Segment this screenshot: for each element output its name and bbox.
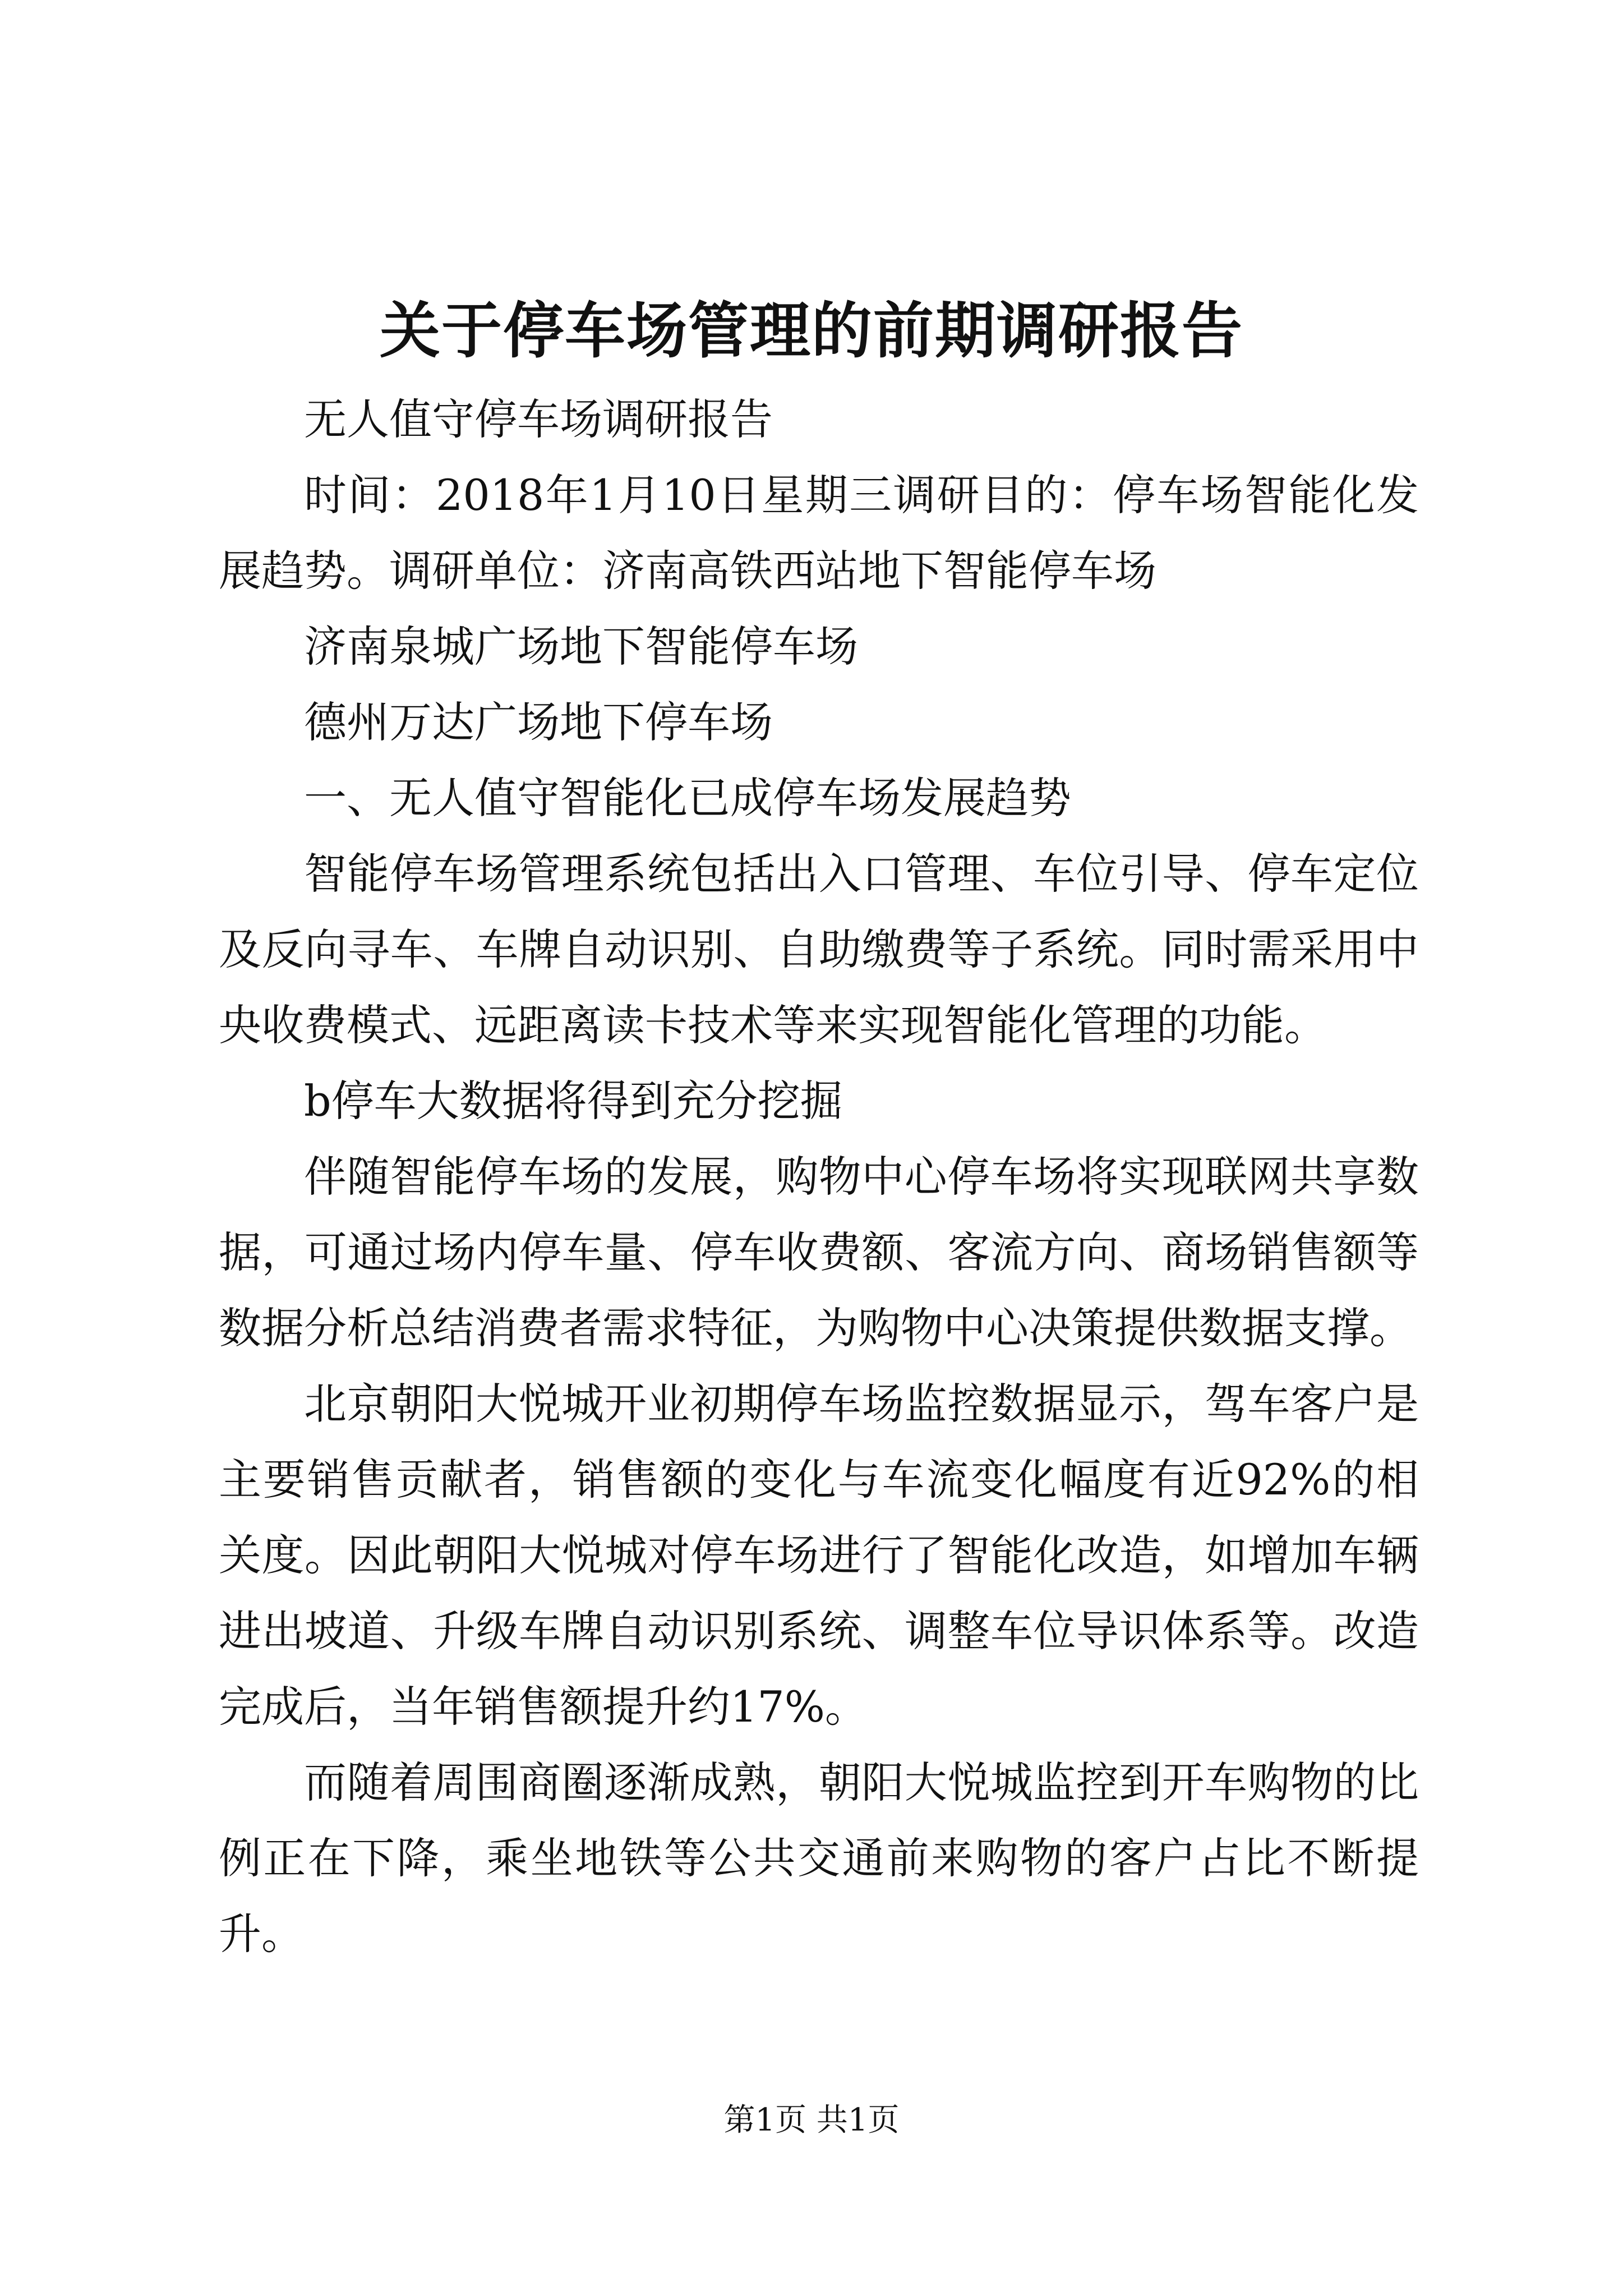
document-body (219, 381, 1419, 1972)
section-heading-2: b停车大数据将得到充分挖掘 (304, 1076, 843, 1126)
page-footer: 第1页 共1页 (723, 2102, 900, 2138)
document-title: 关于停车场管理的前期调研报告 (379, 296, 1243, 366)
paragraph-3: 济南泉城广场地下智能停车场 (304, 622, 858, 671)
paragraph-5: 智能停车场管理系统包括出入口管理、车位引导、停车定位及反向寻车、车牌自动识别、自助缴费等子系统。同时需采用中央收费模式、远距离读卡技术等来实现智能化管理的功能。 (219, 849, 1419, 1050)
paragraph-4: 德州万达广场地下停车场 (304, 697, 773, 747)
paragraph-1: 无人值守停车场调研报告 (304, 394, 773, 444)
paragraph-6: 伴随智能停车场的发展，购物中心停车场将实现联网共享数据，可通过场内停车量、停车收费额、客流方向、商场销售额等数据分析总结消费者需求特征，为购物中心决策提供数据支撑。 (219, 1152, 1419, 1353)
paragraph-8: 而随着周围商圈逐渐成熟，朝阳大悦城监控到开车购物的比例正在下降，乘坐地铁等公共交通前来购物的客户占比不断提升。 (219, 1757, 1419, 1959)
paragraph-2: 时间：2018年1月10日星期三调研目的：停车场智能化发展趋势。调研单位：济南高铁西站地下智能停车场 (219, 470, 1419, 596)
paragraph-7: 北京朝阳大悦城开业初期停车场监控数据显示，驾车客户是主要销售贡献者，销售额的变化与车流变化幅度有近92%的相关度。因此朝阳大悦城对停车场进行了智能化改造，如增加车辆进出坡道、升级车牌自动识别系统、调整车位导识体系等。改造完成后，当年销售额提升约17%。 (219, 1379, 1419, 1732)
section-heading-1: 一、无人值守智能化已成停车场发展趋势 (304, 773, 1071, 823)
